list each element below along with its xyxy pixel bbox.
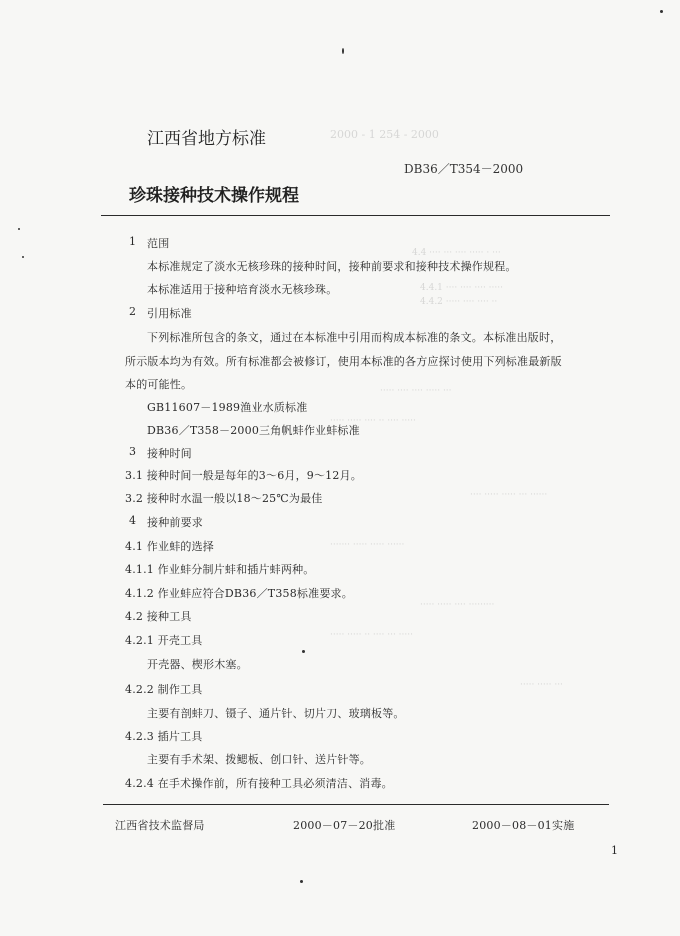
subsection-heading: 4.2.2 制作工具 [125, 683, 203, 696]
body-line: 开壳器、楔形木塞。 [147, 658, 248, 671]
body-line: 4.2.4 在手术操作前，所有接种工具必须清洁、消毒。 [125, 777, 393, 790]
section-number: 2 [129, 305, 137, 318]
reference-item: GB11607－1989渔业水质标准 [147, 401, 308, 414]
body-line: 所示版本均为有效。所有标准都会被修订，使用本标准的各方应探讨使用下列标准最新版 [125, 355, 562, 368]
section-heading: 引用标准 [147, 307, 192, 320]
body-line: 本标准适用于接种培育淡水无核珍珠。 [147, 283, 338, 296]
subsection-heading: 4.2.1 开壳工具 [125, 634, 203, 647]
body-line: 主要有剖蚌刀、镊子、通片针、切片刀、玻璃板等。 [147, 707, 405, 720]
subsection-heading: 4.2.3 插片工具 [125, 730, 203, 743]
footer-effective-date: 2000－08－01实施 [472, 819, 575, 832]
section-heading: 范围 [147, 237, 170, 250]
section-number: 3 [129, 445, 137, 458]
section-heading: 接种时间 [147, 447, 192, 460]
body-line: 本标准规定了淡水无核珍珠的接种时间，接种前要求和接种技术操作规程。 [147, 260, 517, 273]
issuer-name: 江西省地方标准 [147, 129, 266, 149]
section-number: 1 [129, 235, 137, 248]
header-rule [101, 215, 610, 216]
subsection-heading: 4.1 作业蚌的选择 [125, 540, 214, 553]
body-line: 下列标准所包含的条文，通过在本标准中引用而构成本标准的条文。本标准出版时， [147, 331, 562, 344]
body-line: 主要有手术架、拨鳃板、创口针、送片针等。 [147, 753, 371, 766]
footer-rule [103, 804, 609, 805]
footer-issuer: 江西省技术监督局 [115, 819, 205, 832]
section-heading: 接种前要求 [147, 516, 203, 529]
subsection-heading: 4.2 接种工具 [125, 610, 192, 623]
standard-code: DB36／T354－2000 [404, 162, 524, 176]
section-number: 4 [129, 514, 137, 527]
body-line: 4.1.2 作业蚌应符合DB36／T358标准要求。 [125, 587, 353, 600]
document-title: 珍珠接种技术操作规程 [129, 186, 299, 206]
reference-item: DB36／T358－2000三角帆蚌作业蚌标准 [147, 424, 360, 437]
body-line: 本的可能性。 [125, 378, 193, 391]
body-line: 3.1 接种时间一般是每年的3～6月，9～12月。 [125, 469, 362, 482]
body-line: 4.1.1 作业蚌分制片蚌和插片蚌两种。 [125, 563, 315, 576]
footer-approved-date: 2000－07－20批准 [293, 819, 396, 832]
page-number: 1 [611, 844, 618, 857]
body-line: 3.2 接种时水温一般以18～25℃为最佳 [125, 492, 323, 505]
